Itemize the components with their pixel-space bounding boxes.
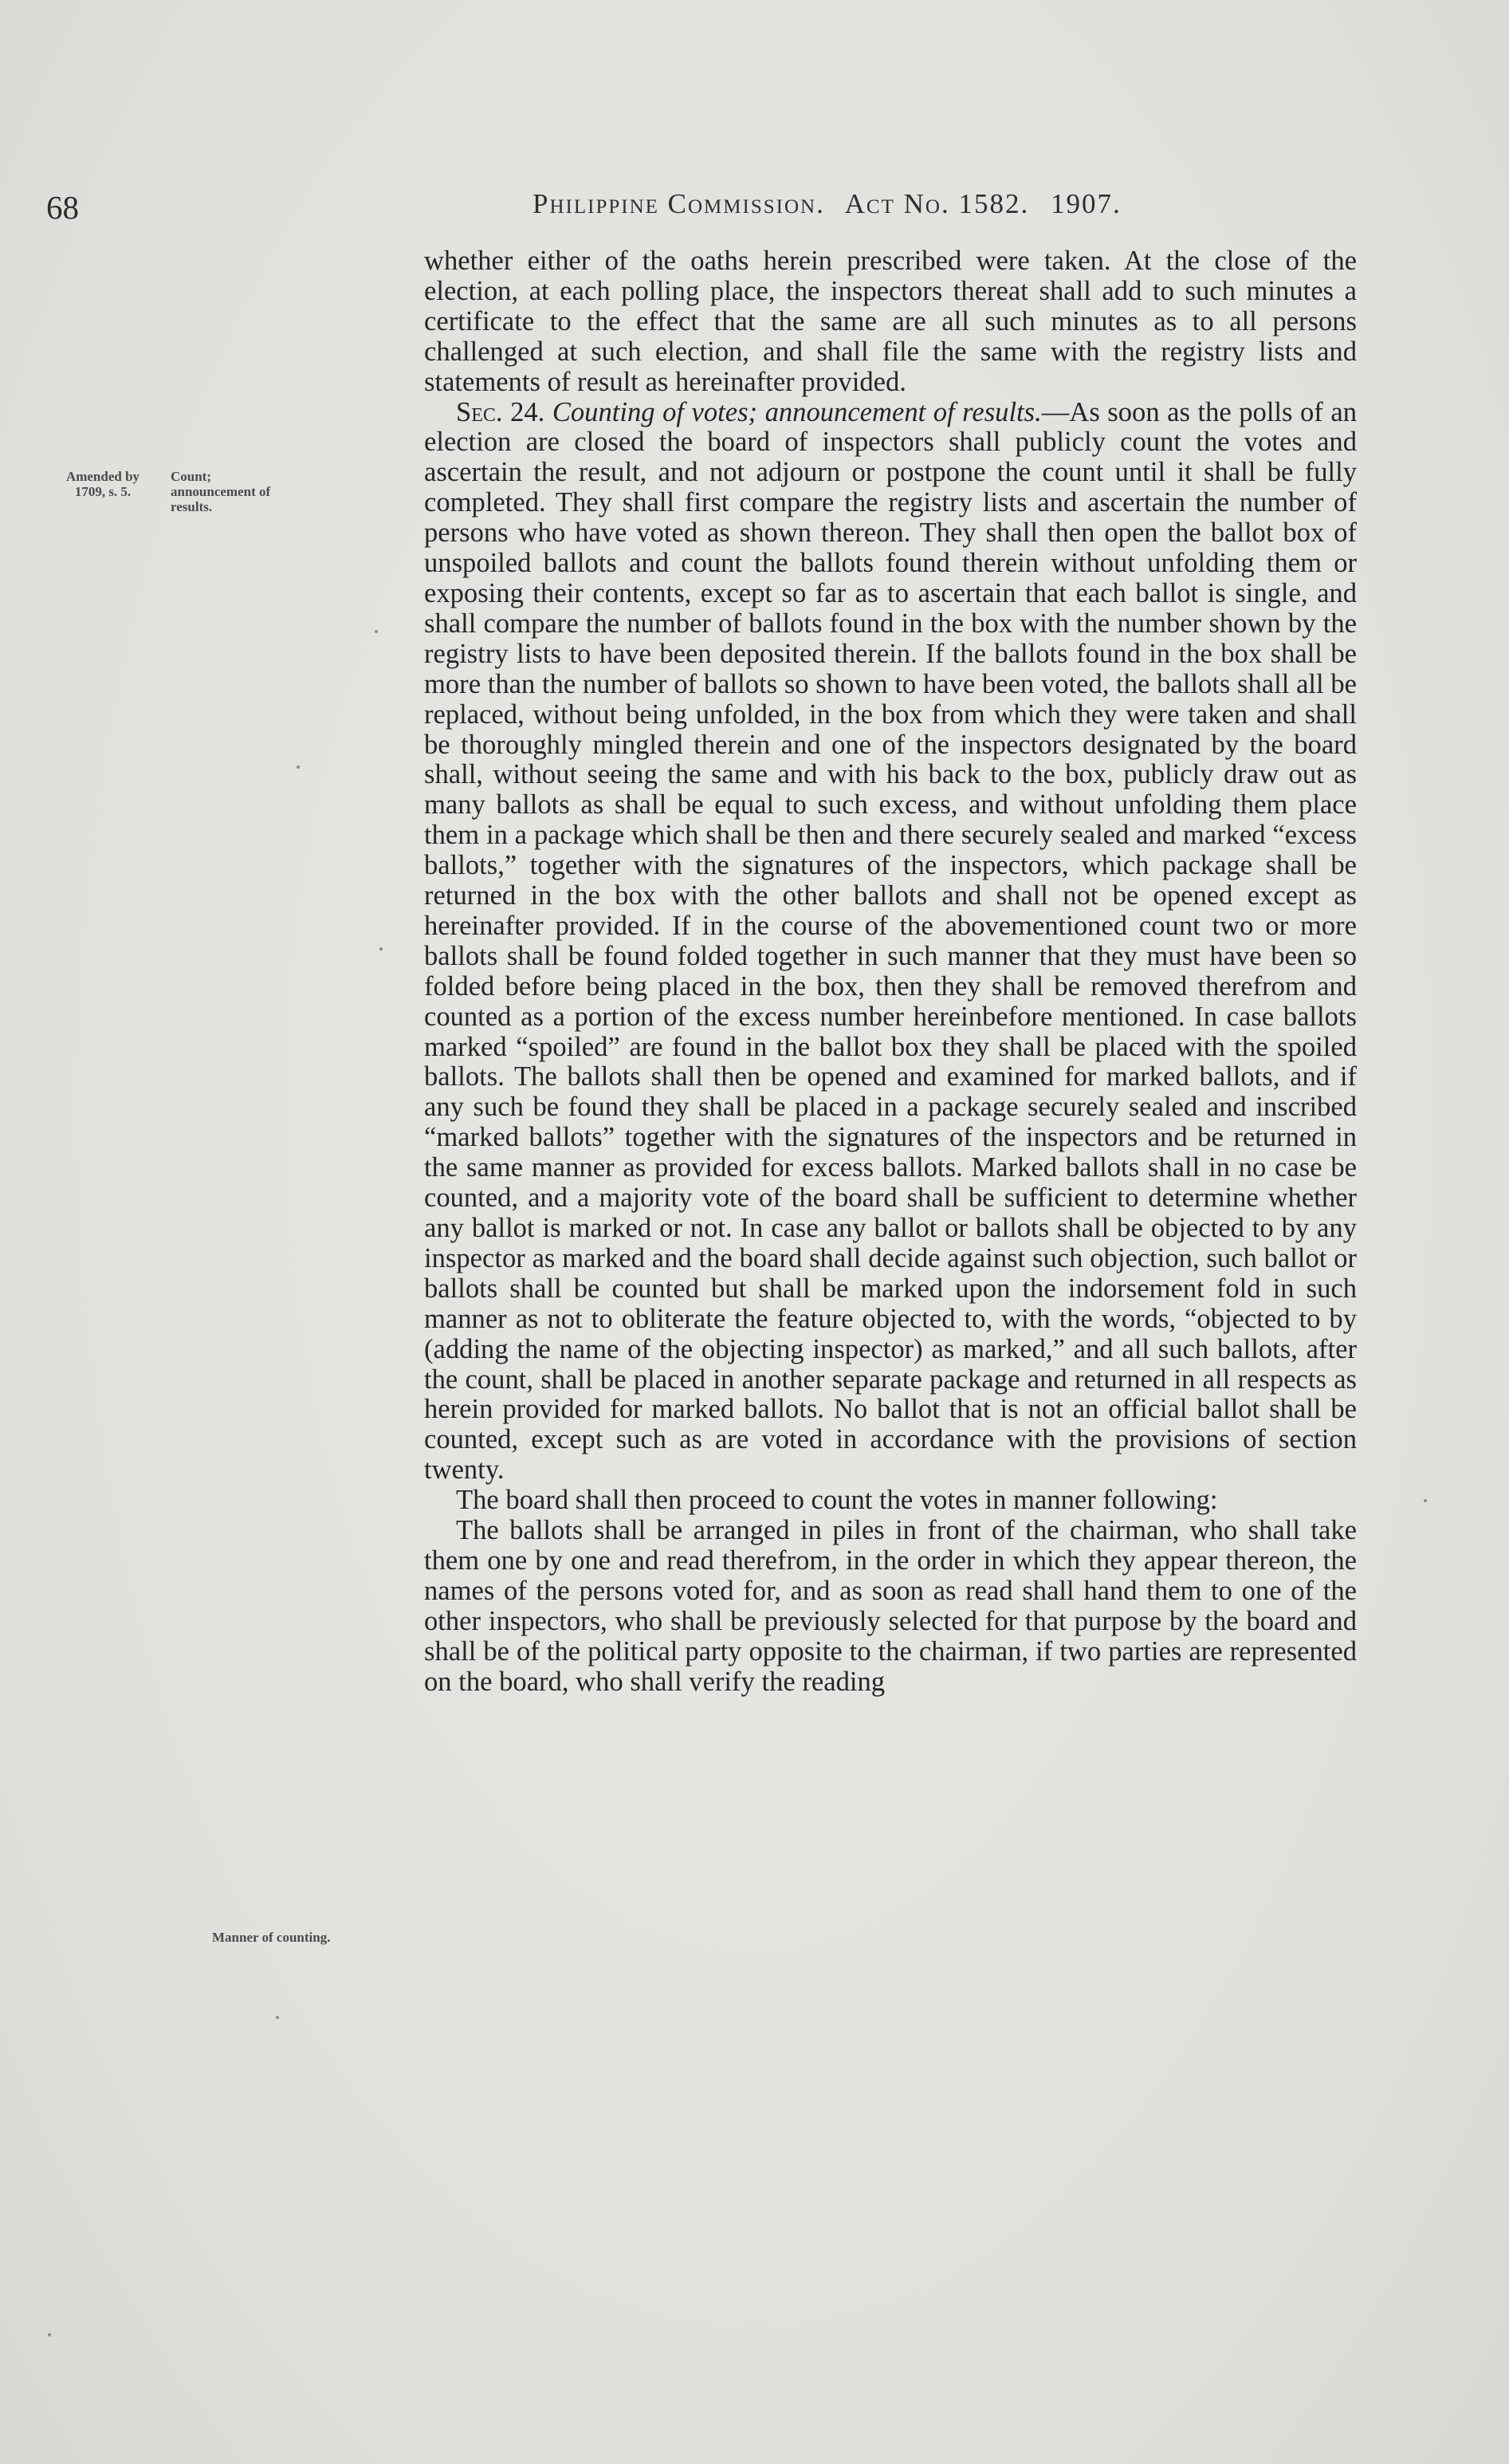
scan-speck xyxy=(48,2333,51,2336)
margin-note-manner: Manner of counting. xyxy=(212,1930,331,1945)
section-label: Sec. 24. xyxy=(456,396,545,427)
paragraph-manner: The board shall then proceed to count the votes in manner following: xyxy=(456,1485,1218,1516)
running-head-year: 1907. xyxy=(1050,188,1122,219)
scan-speck xyxy=(297,766,300,769)
page-number: 68 xyxy=(46,189,79,226)
margin-note-amended: Amended by 1709, s. 5. xyxy=(65,469,140,499)
running-head-title: Philippine Commission. xyxy=(532,188,825,219)
scan-speck xyxy=(375,630,378,633)
running-head-act: Act No. 1582. xyxy=(844,188,1030,219)
body-text xyxy=(424,246,1357,1698)
scan-speck xyxy=(276,2016,279,2019)
section-title: Counting of votes; announcement of results. xyxy=(552,396,1042,427)
running-head xyxy=(532,188,1134,220)
scan-speck xyxy=(1424,1499,1427,1502)
section-text: —As soon as the polls of an election are closed the board of inspectors shall publicly count the votes and ascertain the result, and not adjourn or postpone the count until it shall be fully completed. They shall first compare the registry lists and ascertain the number of persons who have voted as shown thereon. They shall then open the ballot box of unspoiled ballots and count the ballots found therein without unfolding them or exposing their contents, except so far as to ascertain that each ballot is single, and shall compare the number of ballots found in the box with the number shown by the registry lists to have been deposited therein. If the ballots found in the box shall be more than the number of ballots so shown to have been voted, the ballots shall all be replaced, without being unfolded, in the box from which they were taken and shall be thoroughly mingled therein and one of the inspectors designated by the board shall, without seeing the same and with his back to the box, publicly draw out as many ballots as shall be equal to such excess, and without unfolding them place them in a package which shall be then and there securely sealed and marked “excess ballots,” together with the signatures of the inspectors, which package shall be returned in the box with the other ballots and shall not be opened except as hereinafter provided. If in the course of the abovementioned count two or more ballots shall be found folded together in such manner that they must have been so folded before being placed in the box, then they shall be removed therefrom and counted as a portion of the excess number hereinbefore mentioned. In case ballots marked “spoiled” are found in the ballot box they shall be placed with the spoiled ballots. The ballots shall then be opened and examined for marked ballots, and if any such be found they shall be placed in a package securely sealed and inscribed “marked ballots” together with the signatures of the inspectors and be returned in the same manner as provided for excess ballots. Marked ballots shall in no case be counted, and a majority vote of the board shall be sufficient to determine whether any ballot is marked or not. In case any ballot or ballots shall be objected to by any inspector as marked and the board shall decide against such objection, such ballot or ballots shall be counted but shall be marked upon the indorsement fold in such manner as not to obliterate the feature objected to, with the words, “objected to by (adding the name of the objecting inspector) as marked,” and all such ballots, after the count, shall be placed in another separate package and returned in all respects as herein provided for marked ballots. No ballot that is not an official ballot shall be counted, except such as are voted in accordance with the provisions of section twenty. xyxy=(424,396,1357,1486)
paragraph-opening: whether either of the oaths herein prescribed were taken. At the close of the election, at each polling place, the inspectors thereat shall add to such minutes a certificate to the effect that the same are all such minutes as to all persons challenged at such election, and shall file the same with the registry lists and statements of result as hereinafter provided. xyxy=(424,246,1357,397)
margin-note-count: Count; announcement of results. xyxy=(171,469,271,514)
paragraph-ballots: The ballots shall be arranged in piles in front of the chairman, who shall take them one by one and read therefrom, in the order in which they appear thereon, the names of the persons voted for, and as soon as read shall hand them to one of the other inspectors, who shall be previously selected for that purpose by the board and shall be of the political party opposite to the chairman, if two parties are represented on the board, who shall verify the reading xyxy=(424,1515,1357,1697)
scan-speck xyxy=(379,947,383,951)
paragraph-section-24 xyxy=(424,398,1357,1486)
